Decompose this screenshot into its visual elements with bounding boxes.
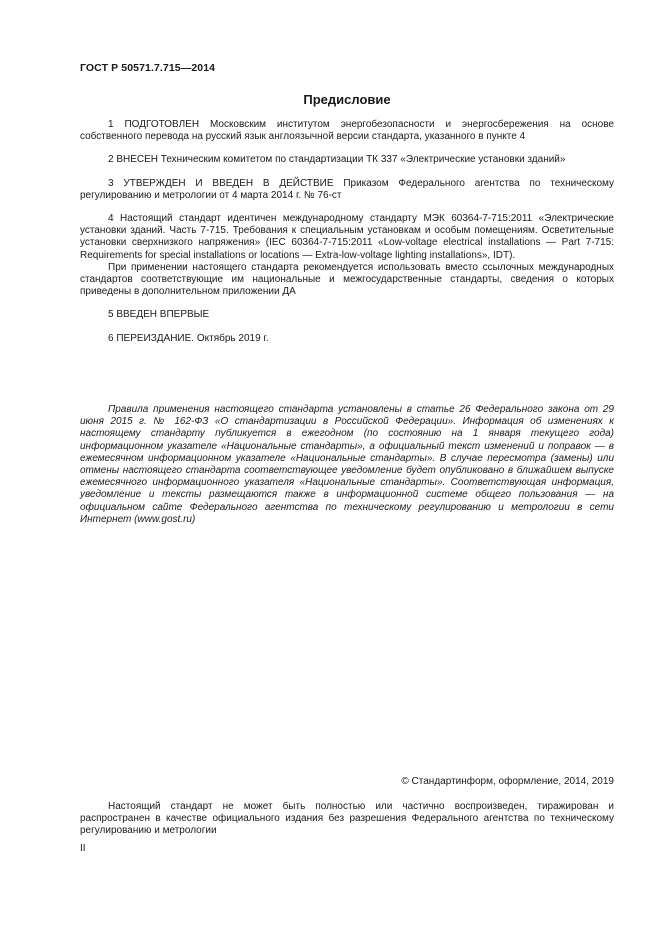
paragraph-reissue: 6 ПЕРЕИЗДАНИЕ. Октябрь 2019 г. [108, 332, 269, 344]
paragraph-identical-standard: 4 Настоящий стандарт идентичен международному стандарту МЭК 60364-7-715:2011 «Электрические установки зданий. Часть 7-715. Требования к специальным установкам и особым помещениям. Осветительные установки сверхнизкого напряжения» (IEC 60364-7-715:2011 «Low-voltage electrical installations — Part 7-715: Requirements for special installations or locations — Extra-low-voltage lighting installations», IDT). [80, 213, 614, 261]
reproduction-rights [80, 801, 614, 838]
paragraph-application-note: При применении настоящего стандарта рекомендуется использовать вместо ссылочных международных стандартов соответствующие им национальные и межгосударственные стандарты, сведения о которых приведены в дополнительном приложении ДА [80, 261, 614, 298]
paragraph-first-introduced: 5 ВВЕДЕН ВПЕРВЫЕ [108, 309, 210, 321]
paragraph-introduced-by: 2 ВНЕСЕН Техническим комитетом по стандартизации ТК 337 «Электрические установки зданий» [108, 154, 566, 166]
paragraph-prepared-by: 1 ПОДГОТОВЛЕН Московским институтом энергобезопасности и энергосбережения на основе собственного перевода на русский язык англоязычной версии стандарта, указанного в пункте 4 [80, 119, 614, 143]
notice-text: Правила применения настоящего стандарта установлены в статье 26 Федерального закона от 29 июня 2015 г. № 162-ФЗ «О стандартизации в Российской Федерации». Информация об изменениях к настоящему стандарту публикуется в ежегодном (по состоянию на 1 января текущего года) информационном указателе «Национальные стандарты», а официальный текст изменений и поправок — в ежемесячном информационном указателе «Национальные стандарты». В случае пересмотра (замены) или отмены настоящего стандарта соответствующее уведомление будет опубликовано в ближайшем выпуске ежемесячного информационного указателя «Национальные стандарты». Соответствующая информация, уведомление и тексты размещаются также в информационной системе общего пользования — на официальном сайте Федерального агентства по техническому регулированию и метрологии в сети Интернет (www.gost.ru) [80, 404, 614, 525]
paragraph-approved: 3 УТВЕРЖДЕН И ВВЕДЕН В ДЕЙСТВИЕ Приказом Федерального агентства по техническому регулированию и метрологии от 4 марта 2014 г. № 76-ст [80, 177, 614, 201]
copyright-line: © Стандартинформ, оформление, 2014, 2019 [401, 776, 614, 787]
foreword-body [80, 119, 614, 345]
section-title: Предисловие [303, 92, 391, 107]
document-code: ГОСТ Р 50571.7.715—2014 [80, 62, 216, 74]
legal-notice [80, 404, 614, 526]
page-number: II [80, 843, 86, 854]
rights-text: Настоящий стандарт не может быть полностью или частично воспроизведен, тиражирован и распространен в качестве официального издания без разрешения Федерального агентства по техническому регулированию и метрологии [80, 801, 614, 837]
